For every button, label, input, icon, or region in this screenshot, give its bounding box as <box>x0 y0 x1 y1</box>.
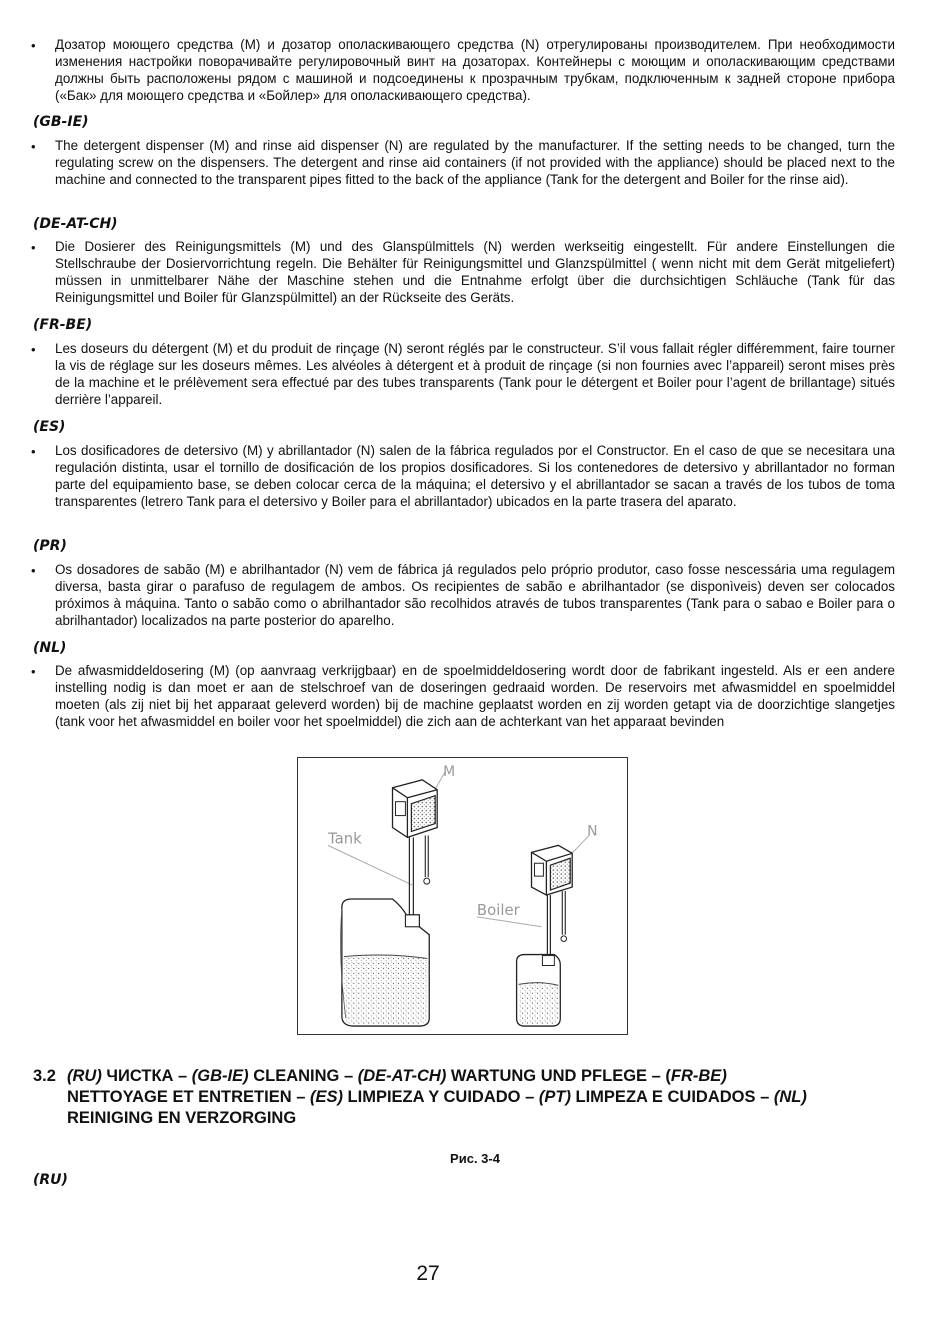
leader-line-tank <box>328 845 412 885</box>
paragraph-fr-be: Les doseurs du détergent (M) et du produit de rinçage (N) seront réglés par le constructeur. S’il vous fallait régler différemment, faire tourner la vis de réglage sur les doseurs mêmes. Les alvéoles à détergent et à produit de rinçage (si non fournies avec l’appareil) seront mises près de la machine et le prélèvement sera effectué par des tubes transparents (Tank pour le détergent et Boiler pour l’agent de brillantage) situés derrière l’appareil. <box>55 341 895 407</box>
lang-heading-es: (ES) <box>33 419 66 435</box>
label-boiler: Boiler <box>476 900 520 919</box>
section-number: 3.2 <box>33 1067 56 1085</box>
label-m: M <box>443 763 456 780</box>
section-title <box>67 1066 913 1129</box>
rinse-aid-boiler <box>517 955 561 1026</box>
section-heading <box>33 1066 913 1129</box>
page-number: 27 <box>416 1262 440 1285</box>
title-part: LIMPEZA E CUIDADOS – <box>570 1088 774 1106</box>
figure-caption: Рис. 3-4 <box>450 1151 500 1166</box>
paragraph-ru: Дозатор моющего средства (M) и дозатор ополаскивающего средства (N) отрегулированы производителем. При необходимости изменения настройки поворачивайте регулировочный винт на дозаторах. Контейнеры с моющим и ополаскивающим средствами должны быть расположены рядом с машиной и подсоединены к прозрачным трубкам, подключенным к задней стороне прибора («Бак» для моющего средства и «Бойлер» для ополаскивающего средства). <box>55 37 895 103</box>
bullet: • <box>31 342 36 357</box>
lang-heading-de-at-ch: (DE-AT-CH) <box>33 216 118 232</box>
lang-heading-ru: (RU) <box>33 1172 68 1188</box>
dispenser-illustration <box>298 758 627 1034</box>
lang-code: FR-BE) <box>670 1067 727 1085</box>
paragraph-nl: De afwasmiddeldosering (M) (op aanvraag verkrijgbaar) en de spoelmiddeldosering wordt door de fabrikant ingesteld. Als er een andere instelling nodig is dan moet er aan de stelschroef van de doseringen gedraaid worden. De reservoirs met afwasmiddel en spoelmiddel moeten (als zij niet bij het apparaat geleverd worden) bij de machine geplaatst worden en zij worden getapt via de doorzichtige slangetjes (tank voor het afwasmiddel en boiler voor het spoelmiddel) die zich aan de achterkant van het apparaat bevinden <box>55 663 895 729</box>
bullet: • <box>31 139 36 154</box>
paragraph-de-at-ch: Die Dosierer des Reinigungsmittels (M) und des Glanspülmittels (N) werden werkseitig eingestellt. Für andere Einstellungen die Stellschraube der Dosiervorrichtung regeln. Die Behälter für Reinigungsmittel und Glanzspülmittel ( wenn nicht mit dem Gerät mitgeliefert) müssen in unmittelbarer Nähe der Maschine stehen und die Entnahme erfolgt über die durchsichtigen Schläuche (Tank für das Reinigungsmittel und Boiler für Glanzspülmittel) an der Rückseite des Geräts. <box>55 239 895 305</box>
lang-heading-gb-ie: (GB-IE) <box>33 114 89 130</box>
paragraph-pr: Os dosadores de sabão (M) e abrilhantador (N) vem de fábrica já regulados pelo próprio produtor, caso fosse nescessária uma regulagem diversa, basta girar o parafuso de regulagem de ambos. Os recipientes de sabão e abrilhantador (se disponìveis) deven ser colocados próximos à máquina. Tanto o sabão como o abrilhantador são recolhidos através de tubos transparentes (Tank para o sabao e Boiler para o abrilhantador) localizados na parte posterior do aparelho. <box>55 562 895 628</box>
label-n: N <box>587 823 598 840</box>
bullet: • <box>31 563 36 578</box>
paragraph-gb-ie: The detergent dispenser (M) and rinse aid dispenser (N) are regulated by the manufacturer. If the setting needs to be changed, turn the regulating screw on the dispensers. The detergent and rinse aid containers (if not provided with the appliance) should be placed next to the machine and connected to the transparent pipes fitted to the back of the appliance (Tank for the detergent and Boiler for the rinse aid). <box>55 138 895 187</box>
bullet: • <box>31 240 36 255</box>
detergent-tank <box>341 899 430 1026</box>
lang-code: (PT) <box>538 1088 571 1106</box>
title-part: CLEANING – <box>248 1067 358 1085</box>
dispenser-figure <box>297 757 628 1035</box>
title-part: ЧИСТКА – <box>101 1067 192 1085</box>
lang-heading-nl: (NL) <box>33 640 67 656</box>
lang-code: (RU) <box>67 1067 102 1085</box>
paragraph-es: Los dosificadores de detersivo (M) y abrillantador (N) salen de la fábrica regulados por el Constructor. En el caso de que se necesitara una regulación distinta, usar el tornillo de dosificación de los propios dosificadores. Si los contenedores de detersivo y abrillantador no forman parte del equipamiento base, se deben colocar cerca de la máquina; el detersivo y el abrillantador se sacan a través de los tubos de toma transparentes (letrero Tank para el detersivo y Boiler para el abrillantador) ubicados en la parte trasera del aparato. <box>55 443 895 509</box>
title-part: NETTOYAGE ET ENTRETIEN – <box>67 1088 310 1106</box>
lang-heading-pr: (PR) <box>33 538 67 554</box>
lang-code: (DE-AT-CH) <box>357 1067 447 1085</box>
title-part: REINIGING EN VERZORGING <box>67 1109 297 1127</box>
label-tank: Tank <box>327 829 362 848</box>
lang-heading-fr-be: (FR-BE) <box>33 317 93 333</box>
title-part: LIMPIEZA Y CUIDADO – <box>342 1088 539 1106</box>
lang-code: (NL) <box>773 1088 807 1106</box>
bullet: • <box>31 444 36 459</box>
lang-code: (ES) <box>309 1088 343 1106</box>
bullet: • <box>31 38 36 53</box>
title-part: WARTUNG UND PFLEGE – ( <box>446 1067 671 1085</box>
lang-code: (GB-IE) <box>191 1067 249 1085</box>
bullet: • <box>31 664 36 679</box>
